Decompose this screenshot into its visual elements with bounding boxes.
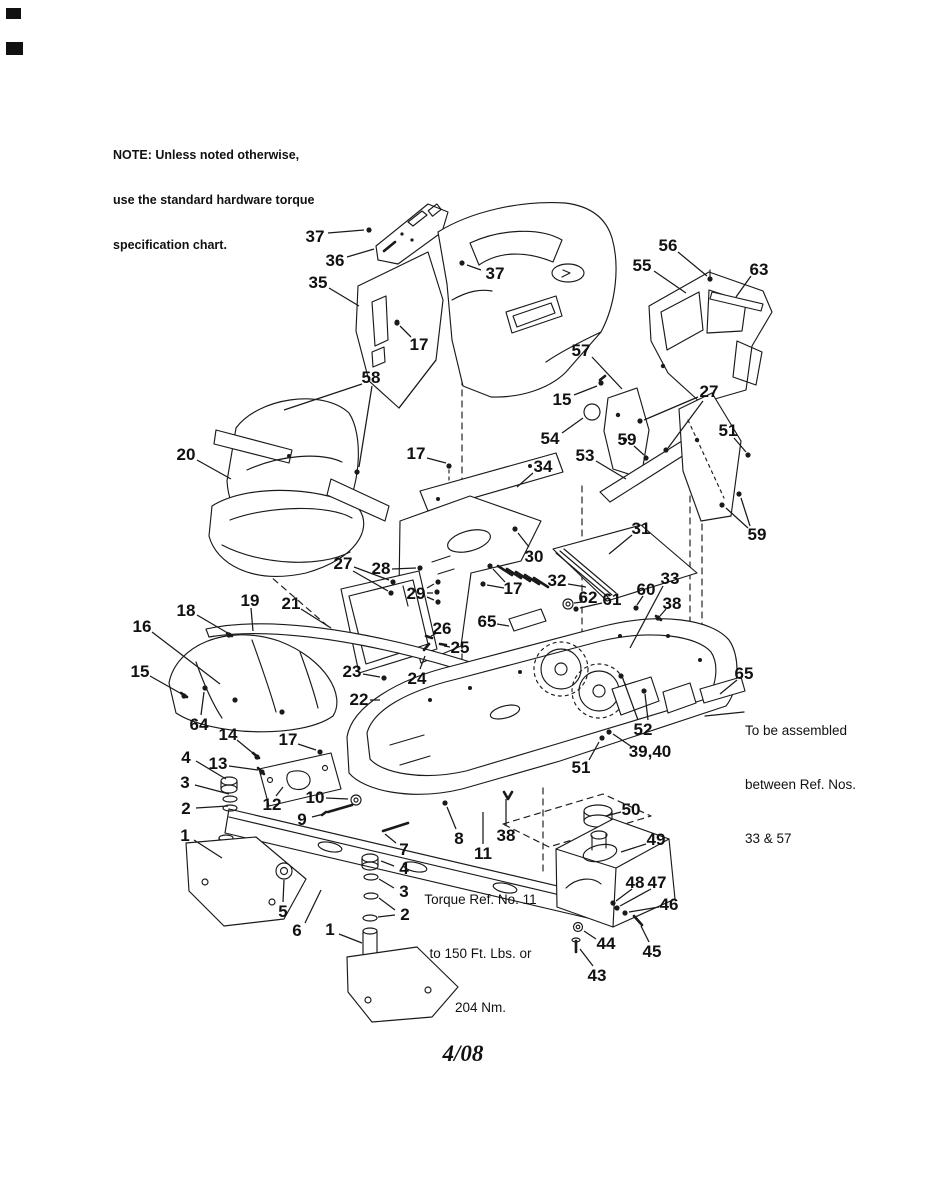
callout-leader-2: [379, 898, 395, 910]
fastener-dot: [435, 599, 440, 604]
callout-number-5: 5: [278, 902, 288, 921]
callout-number-61: 61: [602, 590, 622, 609]
callout-number-47: 47: [647, 873, 667, 892]
callout-number-44: 44: [596, 934, 616, 953]
torque-ref-note: [398, 855, 563, 1053]
callout-number-17: 17: [278, 730, 298, 749]
callout-number-8: 8: [454, 829, 464, 848]
callout-number-51: 51: [571, 758, 591, 777]
torque-spec-note: [113, 118, 314, 283]
callout-number-35: 35: [308, 273, 328, 292]
fastener-dot: [487, 563, 492, 568]
fastener-dot: [655, 615, 660, 620]
fastener-dot: [480, 581, 485, 586]
callout-number-55: 55: [632, 256, 652, 275]
callout-leader-23: [363, 674, 380, 677]
note-line: specification chart.: [113, 238, 227, 252]
fastener-dot: [459, 260, 464, 265]
callout-number-38: 38: [662, 594, 682, 613]
callout-number-36: 36: [325, 251, 345, 270]
fastener-dot: [610, 900, 615, 905]
callout-leader-17: [487, 585, 504, 588]
callout-number-51: 51: [718, 421, 738, 440]
fastener-dot: [381, 675, 386, 680]
callout-number-39,40: 39,40: [628, 742, 672, 761]
callout-number-64: 64: [189, 715, 209, 734]
callout-leader-3: [379, 879, 394, 888]
callout-number-60: 60: [636, 580, 656, 599]
callout-number-27: 27: [333, 554, 353, 573]
fastener-dot: [446, 463, 451, 468]
callout-number-53: 53: [575, 446, 595, 465]
callout-leader-32: [568, 584, 586, 587]
torque-line: 204 Nm.: [454, 1000, 507, 1015]
callout-leader-21: [301, 609, 331, 628]
callout-number-14: 14: [218, 725, 238, 744]
callout-leader-59: [741, 498, 750, 526]
callout-number-19: 19: [240, 591, 260, 610]
callout-number-33: 33: [660, 569, 680, 588]
callout-number-37: 37: [305, 227, 325, 246]
callout-number-62: 62: [578, 588, 598, 607]
fastener-dot: [259, 769, 264, 774]
callout-number-32: 32: [547, 571, 567, 590]
support-brackets: [584, 388, 741, 521]
callout-number-2: 2: [400, 905, 410, 924]
callout-number-29: 29: [406, 584, 426, 603]
fastener-dot: [707, 276, 712, 281]
callout-number-49: 49: [646, 830, 666, 849]
callout-number-58: 58: [361, 368, 381, 387]
fastener-dot: [226, 632, 231, 637]
callout-number-4: 4: [399, 859, 409, 878]
fastener-dot: [435, 579, 440, 584]
callout-number-43: 43: [587, 966, 607, 985]
callout-number-48: 48: [625, 873, 645, 892]
fastener-dot: [390, 579, 395, 584]
fastener-dot: [736, 491, 741, 496]
assembly-line: 33 & 57: [745, 831, 792, 846]
callout-number-7: 7: [399, 840, 409, 859]
callout-number-25: 25: [450, 638, 470, 657]
fastener-dot: [618, 673, 623, 678]
callout-leader-45: [641, 926, 649, 942]
fastener-dot: [641, 688, 646, 693]
revision-date: 4/08: [442, 1041, 484, 1066]
fastener-dot: [643, 455, 648, 460]
assembly-note-leader: [705, 712, 744, 716]
callout-number-52: 52: [633, 720, 653, 739]
fastener-dot: [354, 469, 359, 474]
callout-number-6: 6: [292, 921, 302, 940]
fastener-dot: [434, 589, 439, 594]
callout-leader-35: [329, 288, 359, 306]
fastener-dot: [719, 502, 724, 507]
callout-number-3: 3: [399, 882, 409, 901]
callout-number-46: 46: [659, 895, 679, 914]
callout-number-17: 17: [409, 335, 429, 354]
callout-leader-10: [326, 798, 348, 799]
callout-number-24: 24: [407, 669, 427, 688]
fastener-dot: [663, 447, 668, 452]
note-line: use the standard hardware torque: [113, 193, 315, 207]
callout-number-38: 38: [496, 826, 516, 845]
callout-number-15: 15: [552, 390, 572, 409]
callout-number-12: 12: [262, 795, 282, 814]
fastener-dot: [254, 754, 259, 759]
assembly-line: To be assembled: [745, 723, 848, 738]
callout-number-17: 17: [406, 444, 426, 463]
callout-number-57: 57: [571, 341, 591, 360]
callout-number-59: 59: [617, 430, 637, 449]
fastener-dot: [606, 729, 611, 734]
torque-line: Torque Ref. No. 11: [424, 892, 537, 907]
callout-number-56: 56: [658, 236, 678, 255]
note-line: NOTE: Unless noted otherwise,: [113, 148, 300, 162]
callout-number-18: 18: [176, 601, 196, 620]
dash-panel: [376, 204, 448, 264]
callout-number-4: 4: [181, 748, 191, 767]
fastener-dot: [417, 565, 422, 570]
fastener-dot: [366, 227, 371, 232]
callout-leader-37: [328, 230, 364, 233]
callout-number-15: 15: [130, 662, 150, 681]
fastener-dot: [637, 418, 642, 423]
callout-leader-17: [427, 458, 446, 463]
callout-leader-17: [298, 744, 316, 750]
callout-number-34: 34: [533, 457, 553, 476]
callout-number-31: 31: [631, 519, 651, 538]
fastener-dot: [633, 605, 638, 610]
fastener-dot: [317, 749, 322, 754]
callout-leader-1: [339, 934, 362, 943]
callout-number-59: 59: [747, 525, 767, 544]
callout-leader-44: [584, 931, 596, 939]
callout-leader-65: [497, 624, 509, 626]
fastener-dot: [442, 800, 447, 805]
fastener-dot: [598, 380, 603, 385]
callout-leader-14: [237, 740, 254, 754]
callout-leader-36: [347, 249, 374, 257]
callout-leader-15: [574, 386, 597, 395]
callout-number-3: 3: [180, 773, 190, 792]
callout-leader-43: [580, 949, 593, 966]
callout-leader-6: [305, 890, 321, 923]
fastener-dot: [745, 452, 750, 457]
callout-number-11: 11: [474, 844, 492, 863]
callout-number-63: 63: [749, 260, 769, 279]
callout-number-21: 21: [281, 594, 301, 613]
fastener-dot: [512, 526, 517, 531]
callout-number-9: 9: [297, 810, 307, 829]
fastener-dot: [599, 735, 604, 740]
callout-number-65: 65: [477, 612, 497, 631]
callout-leader-7: [385, 834, 396, 843]
callout-number-2: 2: [181, 799, 191, 818]
assembly-line: between Ref. Nos.: [745, 777, 857, 792]
callout-leader-58: [359, 386, 372, 467]
fastener-dot: [202, 685, 207, 690]
callout-number-10: 10: [305, 788, 325, 807]
callout-leader-54: [562, 418, 583, 433]
fastener-dot: [388, 590, 393, 595]
fastener-dot: [614, 905, 619, 910]
callout-number-50: 50: [621, 800, 641, 819]
callout-number-27: 27: [699, 382, 719, 401]
callout-number-23: 23: [342, 662, 362, 681]
callout-leader-8: [447, 807, 456, 829]
fastener-dot: [394, 320, 399, 325]
callout-number-13: 13: [208, 754, 228, 773]
callout-leader-56: [678, 252, 707, 276]
assembly-note: [745, 686, 856, 884]
callout-number-65: 65: [734, 664, 754, 683]
fastener-dot: [573, 606, 578, 611]
callout-number-1: 1: [325, 920, 335, 939]
seat: [209, 399, 389, 577]
callout-leader-20: [197, 460, 231, 479]
fastener-dot: [622, 910, 627, 915]
callout-number-1: 1: [180, 826, 190, 845]
callout-number-20: 20: [176, 445, 196, 464]
callout-number-45: 45: [642, 942, 662, 961]
callout-leader-57: [592, 357, 622, 389]
callout-number-28: 28: [371, 559, 391, 578]
callout-number-30: 30: [524, 547, 544, 566]
callout-number-26: 26: [432, 619, 452, 638]
fastener-dot: [181, 693, 186, 698]
callout-number-16: 16: [132, 617, 152, 636]
callout-leader-55: [654, 271, 686, 293]
callout-number-17: 17: [503, 579, 523, 598]
callout-number-22: 22: [349, 690, 369, 709]
torque-line: to 150 Ft. Lbs. or: [429, 946, 532, 961]
callout-leader-2: [378, 915, 395, 917]
callout-number-54: 54: [540, 429, 560, 448]
callout-leader-13: [229, 766, 258, 770]
callout-number-37: 37: [485, 264, 505, 283]
